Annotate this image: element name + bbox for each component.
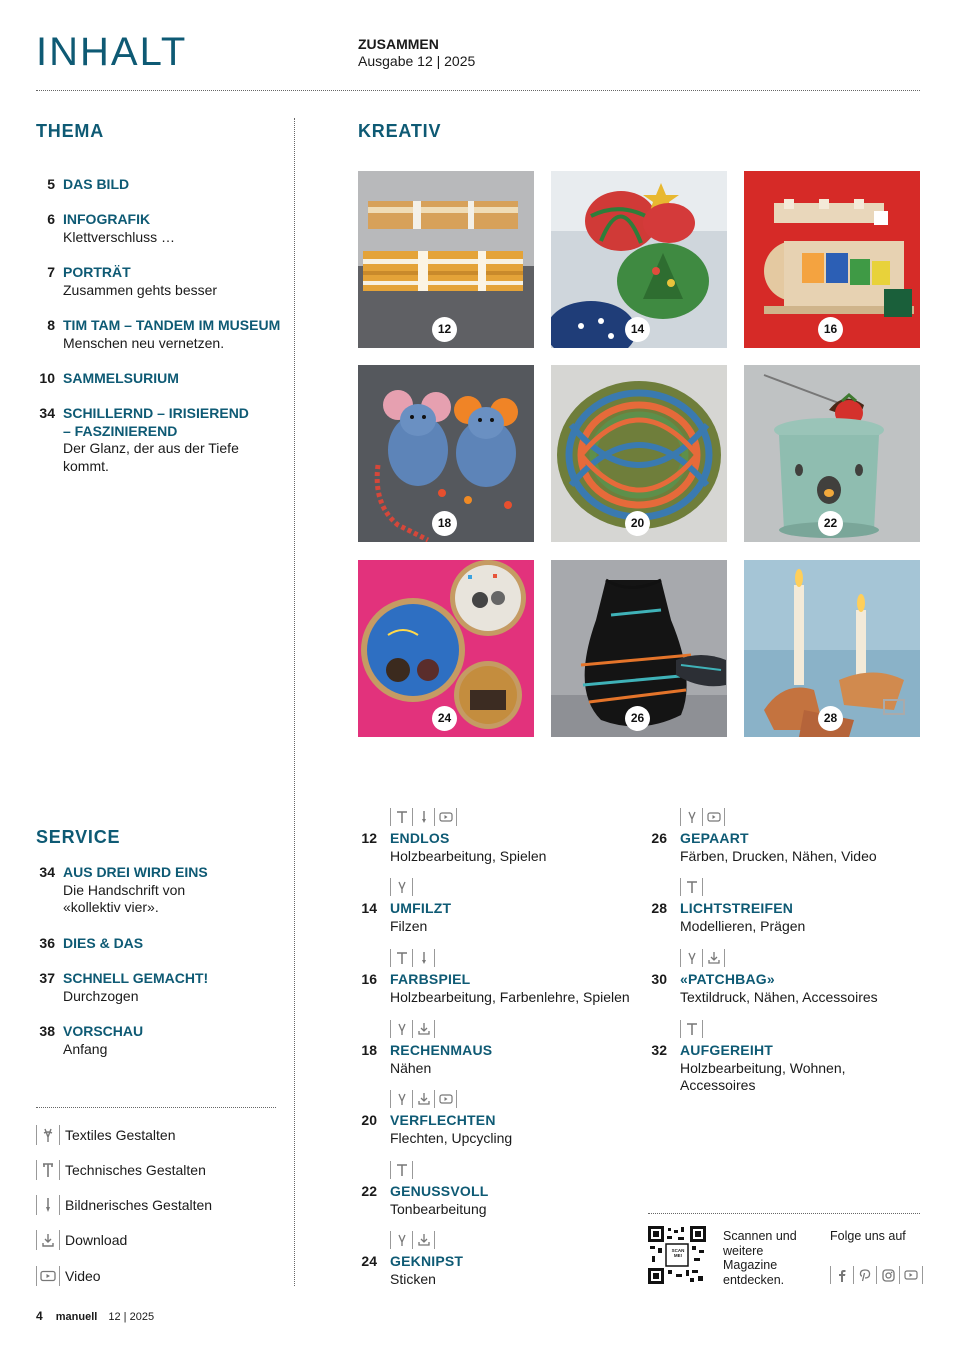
- page-badge: 18: [432, 511, 457, 536]
- follow-label: Folge uns auf: [830, 1229, 906, 1243]
- service-heading: SERVICE: [36, 827, 121, 847]
- page-badge: 20: [625, 511, 650, 536]
- thumbnail-gepaart[interactable]: [551, 560, 727, 737]
- technical-icon: [680, 878, 703, 896]
- textile-icon: [390, 1020, 412, 1038]
- magazine-issue: Ausgabe 12 | 2025: [358, 53, 476, 69]
- instagram-icon[interactable]: [876, 1266, 899, 1284]
- textile-icon: [36, 1125, 60, 1145]
- technical-icon: [680, 1020, 703, 1038]
- textile-icon: [390, 1090, 412, 1108]
- textile-icon: [680, 808, 702, 826]
- column-divider: [294, 118, 295, 1286]
- download-icon: [412, 1231, 435, 1249]
- technical-icon: [36, 1160, 60, 1180]
- brush-icon: [412, 808, 434, 826]
- thumbnail-lichtstreifen[interactable]: [744, 560, 920, 737]
- technical-icon: [390, 808, 412, 826]
- textile-icon: [680, 949, 702, 967]
- legend-divider: [36, 1107, 276, 1108]
- thema-heading: THEMA: [36, 121, 104, 141]
- download-icon: [412, 1020, 435, 1038]
- thumbnail-rechenmaus[interactable]: [358, 365, 534, 542]
- pinterest-icon[interactable]: [853, 1266, 876, 1284]
- download-icon: [702, 949, 725, 967]
- page-badge: 28: [818, 706, 843, 731]
- thumbnail-geknipst[interactable]: [358, 560, 534, 737]
- facebook-icon[interactable]: [830, 1266, 853, 1284]
- legend-item: Textiles Gestalten: [36, 1125, 176, 1145]
- qr-badge: SCAN ME!: [671, 1248, 685, 1258]
- thumbnail-genussvoll[interactable]: [744, 365, 920, 542]
- textile-icon: [390, 878, 413, 896]
- qr-divider: [648, 1213, 920, 1214]
- header-divider: [36, 90, 920, 91]
- thumbnail-umfilzt[interactable]: [551, 171, 727, 348]
- video-icon: [434, 808, 457, 826]
- page-badge: 26: [625, 706, 650, 731]
- page-badge: 12: [432, 317, 457, 342]
- page-badge: 24: [432, 706, 457, 731]
- magazine-info: [358, 36, 475, 70]
- video-icon: [36, 1266, 60, 1286]
- brush-icon: [412, 949, 435, 967]
- page-badge: 14: [625, 317, 650, 342]
- download-icon: [412, 1090, 434, 1108]
- legend-item: Video: [36, 1266, 101, 1286]
- page-badge: 16: [818, 317, 843, 342]
- footer-issue: 12 | 2025: [108, 1311, 155, 1323]
- footer-brand: manuell: [55, 1311, 98, 1323]
- thumbnail-verflechten[interactable]: [551, 365, 727, 542]
- video-icon: [702, 808, 725, 826]
- textile-icon: [390, 1231, 412, 1249]
- page-badge: 22: [818, 511, 843, 536]
- brush-icon: [36, 1195, 60, 1215]
- technical-icon: [390, 949, 412, 967]
- qr-code[interactable]: [648, 1226, 706, 1284]
- kreativ-heading: KREATIV: [358, 121, 442, 141]
- download-icon: [36, 1230, 60, 1250]
- magazine-name: ZUSAMMEN: [358, 36, 439, 52]
- thumbnail-farbspiel[interactable]: [744, 171, 920, 348]
- technical-icon: [390, 1161, 413, 1179]
- legend-item: Download: [36, 1230, 127, 1250]
- page-footer: [36, 1309, 154, 1323]
- video-icon: [434, 1090, 457, 1108]
- page-title: INHALT: [36, 30, 188, 74]
- youtube-icon[interactable]: [899, 1266, 923, 1284]
- legend-item: Bildnerisches Gestalten: [36, 1195, 212, 1215]
- thumbnail-endlos[interactable]: [358, 171, 534, 348]
- social-links: [830, 1266, 923, 1284]
- page-number: 4: [36, 1309, 43, 1323]
- qr-text: Scannen und weitere Magazine entdecken.: [723, 1229, 797, 1287]
- legend-item: Technisches Gestalten: [36, 1160, 206, 1180]
